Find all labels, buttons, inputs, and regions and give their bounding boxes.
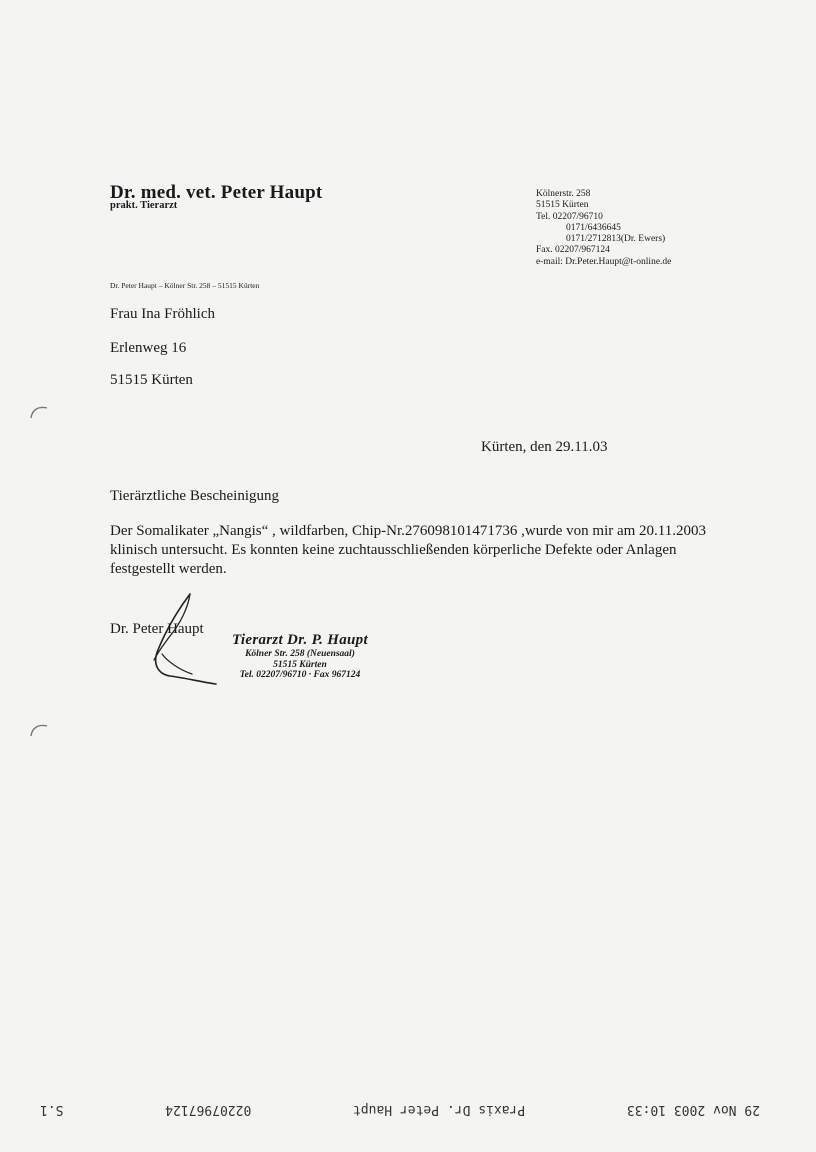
- contact-mobile-2: 0171/2712813(Dr. Ewers): [566, 234, 666, 245]
- date-line: Kürten, den 29.11.03: [481, 439, 608, 455]
- contact-email: e-mail: Dr.Peter.Haupt@t-online.de: [536, 256, 672, 267]
- fax-sender: Praxis Dr. Peter Haupt: [353, 1102, 526, 1118]
- signer-name: Dr. Peter Haupt: [110, 621, 204, 637]
- letterhead-title: prakt. Tierarzt: [110, 200, 178, 211]
- fax-page: S.1: [40, 1102, 64, 1118]
- letterhead-name: Dr. med. vet. Peter Haupt: [110, 182, 323, 203]
- stamp-line-4: Tel. 02207/96710 · Fax 967124: [239, 670, 361, 680]
- punch-hole-icon: [28, 720, 50, 742]
- fax-number: 02207967124: [165, 1102, 252, 1118]
- recipient-city: 51515 Kürten: [110, 372, 193, 388]
- recipient-street: Erlenweg 16: [110, 340, 187, 356]
- practice-stamp: [232, 632, 368, 681]
- contact-street: Kölnerstr. 258: [536, 189, 591, 199]
- punch-hole-icon: [28, 402, 50, 424]
- body-paragraph: Der Somalikater „Nangis“ , wildfarben, Chip-Nr.276098101471736 ,wurde von mir am 20.11.2003 klinisch untersucht. Es konnten keine zuchtausschließenden körperliche Defekte oder Anlagen festgestellt werden.: [110, 523, 707, 577]
- fax-datetime: 29 Nov 2003 10:33: [626, 1102, 760, 1118]
- subject-line: Tierärztliche Bescheinigung: [110, 488, 279, 504]
- stamp-line-1: Tierarzt Dr. P. Haupt: [232, 632, 368, 648]
- contact-city: 51515 Kürten: [536, 200, 589, 211]
- contact-fax: Fax. 02207/967124: [536, 245, 610, 256]
- sender-return-line: Dr. Peter Haupt – Kölner Str. 258 – 51515 Kürten: [110, 281, 260, 290]
- recipient-name: Frau Ina Fröhlich: [110, 306, 215, 322]
- fax-transmission-header: [40, 1098, 760, 1122]
- handwritten-signature: [140, 588, 230, 688]
- contact-tel: Tel. 02207/96710: [536, 211, 603, 222]
- letterhead-contact: [536, 189, 671, 268]
- contact-mobile-1: 0171/6436645: [566, 222, 621, 233]
- stamp-line-3: 51515 Kürten: [273, 659, 327, 670]
- stamp-line-2: Kölner Str. 258 (Neuensaal): [245, 649, 355, 659]
